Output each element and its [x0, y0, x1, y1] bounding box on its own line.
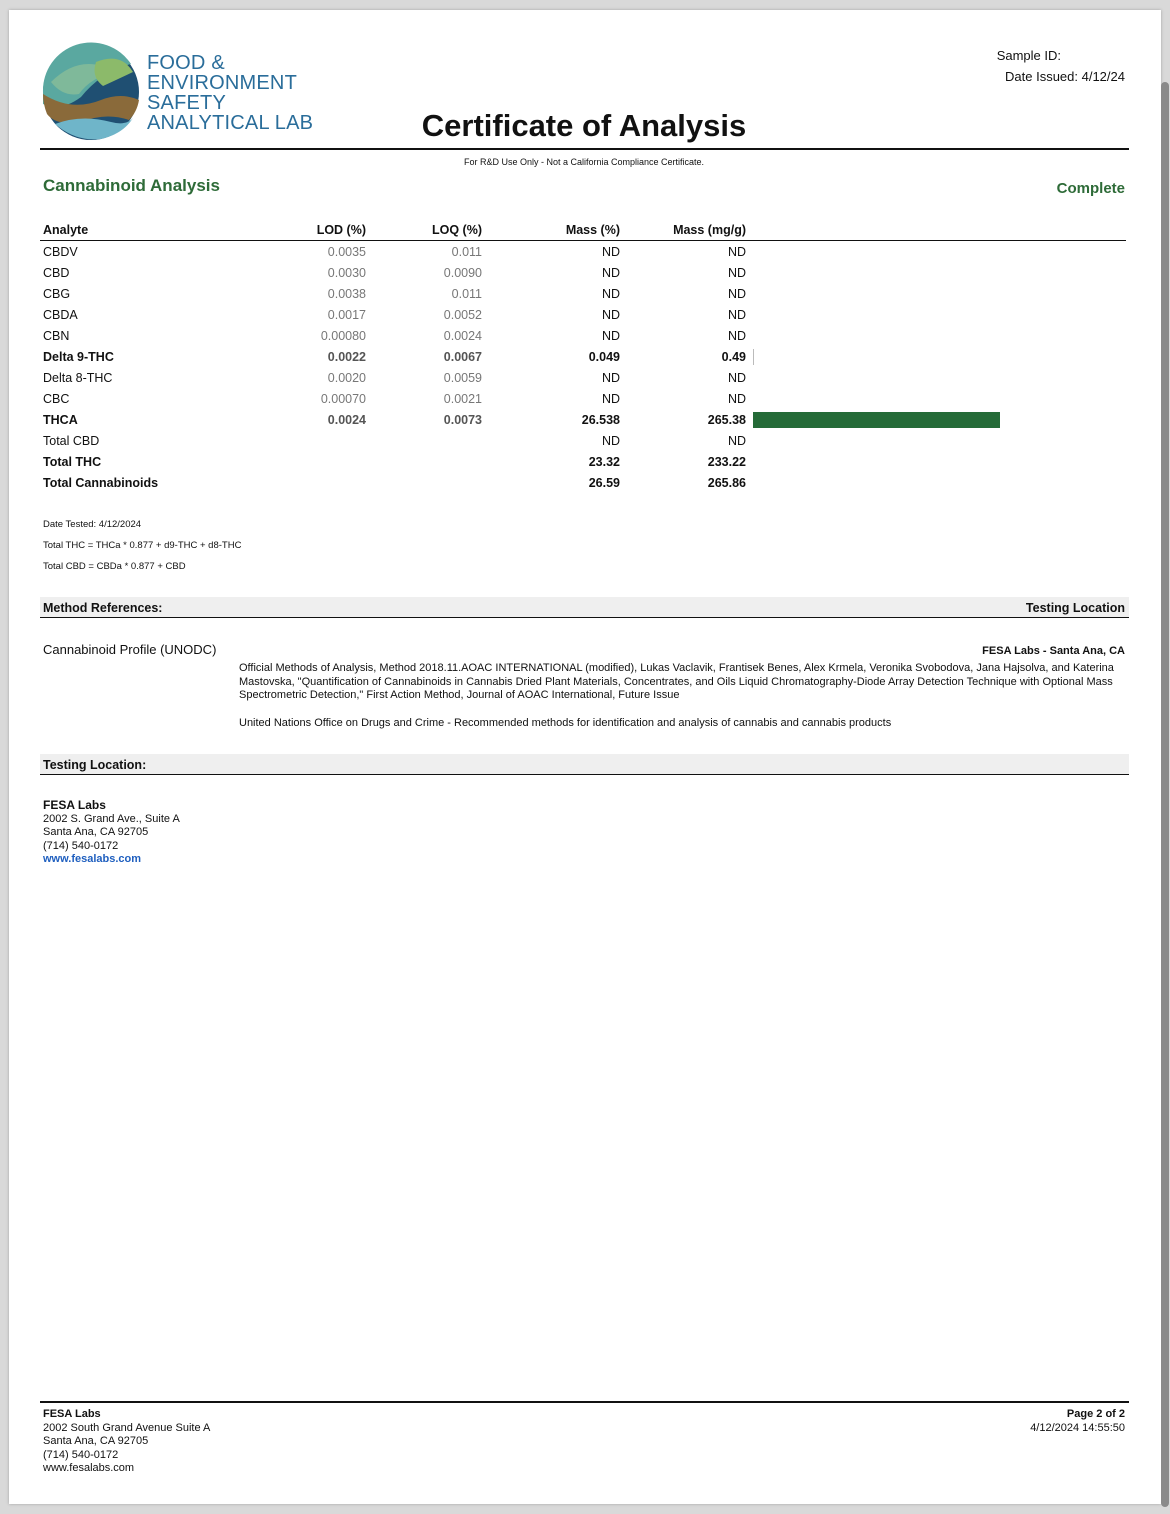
loq-cell: 0.0059 [443, 370, 482, 385]
cannabinoid-table [40, 220, 1126, 493]
lod-cell [263, 472, 369, 493]
mass-pct-cell: 26.59 [588, 475, 620, 490]
mass-pct-cell: ND [601, 244, 620, 259]
mass-mg-cell: ND [727, 433, 746, 448]
mass-mg-cell: ND [727, 370, 746, 385]
testing-location-label: Testing Location [1025, 601, 1125, 615]
mass-mg-cell: 265.86 [707, 475, 746, 490]
lod-cell: 0.0038 [327, 286, 366, 301]
page-number: Page 2 of 2 [1066, 1408, 1125, 1420]
lod-cell: 0.0024 [327, 412, 366, 427]
mass-pct-cell: ND [601, 265, 620, 280]
mass-pct-cell: 0.049 [588, 349, 620, 364]
footer-address-line-2: Santa Ana, CA 92705 [43, 1435, 149, 1448]
total-cbd-formula: Total CBD = CBDa * 0.877 + CBD [43, 561, 186, 572]
bar-cell [749, 262, 1126, 283]
footer-page-info [1030, 1408, 1125, 1435]
testing-location-title: Testing Location: [43, 758, 147, 772]
mass-mg-cell: 233.22 [707, 454, 746, 469]
address-line-2: Santa Ana, CA 92705 [43, 826, 149, 839]
lod-cell: 0.0017 [327, 307, 366, 322]
logo-line: ANALYTICAL LAB [147, 112, 314, 134]
phone-number: (714) 540-0172 [43, 839, 119, 852]
mass-mg-cell: ND [727, 244, 746, 259]
mass-mg-cell: 265.38 [707, 412, 746, 427]
footer-phone: (714) 540-0172 [43, 1448, 119, 1461]
mass-mg-cell: ND [727, 391, 746, 406]
table-row [40, 283, 1126, 304]
bar-cell [749, 409, 1126, 430]
method-description: Official Methods of Analysis, Method 2018.11.AOAC INTERNATIONAL (modified), Lukas Vaclavik, Frantisek Benes, Alex Krmela, Veronika Svobodova, Jana Hajsolva, and Katerina Mastovska, "Quantification of Cannabinoids in Cannabis Dried Plant Materials, Concentrates, and Oils Liquid Chromatography-Diode Array Detection Technique with Optional Mass Spectrometric Detection," First Action Method, Journal of AOAC International, Future Issue [239, 662, 1114, 701]
analyte-cell: CBC [43, 391, 70, 406]
sample-id-label: Sample ID: [996, 48, 1061, 63]
loq-cell [369, 472, 485, 493]
mass-pct-cell: ND [601, 370, 620, 385]
footer-website: www.fesalabs.com [43, 1462, 135, 1475]
column-header-lod: LOD (%) [263, 220, 369, 241]
mass-pct-cell: ND [601, 433, 620, 448]
table-row [40, 367, 1126, 388]
footer-timestamp: 4/12/2024 14:55:50 [1030, 1421, 1125, 1434]
analyte-cell: THCA [43, 412, 78, 427]
column-header-bar [749, 220, 1126, 241]
table-row [40, 325, 1126, 346]
bar-cell [749, 388, 1126, 409]
disclaimer: For R&D Use Only - Not a California Compliance Certificate. [463, 157, 705, 167]
method-references-header [40, 597, 1129, 618]
analyte-cell: Total Cannabinoids [43, 475, 159, 490]
loq-cell: 0.0090 [443, 265, 482, 280]
bar-cell [749, 304, 1126, 325]
method-references-label: Method References: [43, 601, 163, 615]
mass-mg-cell: ND [727, 286, 746, 301]
column-header-mass-mg: Mass (mg/g) [623, 220, 749, 241]
lod-cell: 0.00080 [320, 328, 366, 343]
bar-cell [749, 241, 1126, 263]
loq-cell: 0.011 [451, 244, 482, 259]
loq-cell: 0.011 [451, 286, 482, 301]
bar-cell [749, 346, 1126, 367]
method-description-unodc: United Nations Office on Drugs and Crime - Recommended methods for identification and analysis of cannabis and cannabis products [239, 717, 892, 729]
mass-pct-cell: ND [601, 328, 620, 343]
mass-pct-cell: ND [601, 391, 620, 406]
loq-cell: 0.0052 [443, 307, 482, 322]
mass-mg-cell: ND [727, 328, 746, 343]
table-header-row [40, 220, 1126, 241]
bar-cell [749, 325, 1126, 346]
vertical-scrollbar[interactable] [1161, 82, 1169, 1507]
table-row [40, 346, 1126, 367]
logo-line: SAFETY [147, 92, 226, 114]
bar-cell [749, 451, 1126, 472]
total-thc-formula: Total THC = THCa * 0.877 + d9-THC + d8-THC [43, 540, 242, 551]
mass-pct-cell: ND [601, 307, 620, 322]
analyte-cell: Delta 8-THC [43, 370, 113, 385]
mass-mg-cell: ND [727, 307, 746, 322]
lod-cell: 0.0020 [327, 370, 366, 385]
analyte-cell: Total CBD [43, 433, 100, 448]
header-divider [40, 148, 1129, 150]
analyte-cell: CBN [43, 328, 70, 343]
method-name: Cannabinoid Profile (UNODC) [43, 642, 217, 657]
page-title: Certificate of Analysis [421, 108, 747, 143]
loq-cell [369, 451, 485, 472]
analyte-cell: CBG [43, 286, 71, 301]
analyte-cell: CBD [43, 265, 70, 280]
mass-pct-cell: 23.32 [588, 454, 620, 469]
mass-pct-cell: ND [601, 286, 620, 301]
status-badge: Complete [1056, 180, 1125, 197]
testing-location-address [43, 799, 180, 867]
bar-cell [749, 283, 1126, 304]
lod-cell: 0.0035 [327, 244, 366, 259]
mass-mg-cell: 0.49 [721, 349, 746, 364]
logo-line: FOOD & [147, 52, 225, 74]
lod-cell: 0.0030 [327, 265, 366, 280]
website-link[interactable]: www.fesalabs.com [43, 853, 142, 866]
method-location: FESA Labs - Santa Ana, CA [982, 645, 1125, 657]
lod-cell: 0.00070 [320, 391, 366, 406]
mass-pct-cell: 26.538 [581, 412, 620, 427]
table-row [40, 304, 1126, 325]
document-page [9, 10, 1161, 1504]
table-row [40, 472, 1126, 493]
loq-cell: 0.0024 [443, 328, 482, 343]
footer-divider [40, 1401, 1129, 1403]
footer-address-line-1: 2002 South Grand Avenue Suite A [43, 1421, 211, 1434]
mass-bar [753, 349, 754, 365]
analyte-cell: Total THC [43, 454, 102, 469]
testing-location-header [40, 754, 1129, 775]
table-row [40, 388, 1126, 409]
bar-cell [749, 430, 1126, 451]
column-header-analyte: Analyte [40, 220, 263, 241]
analyte-cell: CBDV [43, 244, 78, 259]
bar-cell [749, 367, 1126, 388]
loq-cell: 0.0067 [443, 349, 482, 364]
section-title: Cannabinoid Analysis [43, 176, 220, 195]
table-row [40, 430, 1126, 451]
analyte-cell: CBDA [43, 307, 78, 322]
table-row [40, 241, 1126, 263]
lab-name: FESA Labs [43, 798, 106, 812]
date-issued: Date Issued: 4/12/24 [1005, 69, 1125, 84]
table-row [40, 451, 1126, 472]
column-header-loq: LOQ (%) [369, 220, 485, 241]
analyte-cell: Delta 9-THC [43, 349, 114, 364]
mass-mg-cell: ND [727, 265, 746, 280]
lod-cell: 0.0022 [327, 349, 366, 364]
lod-cell [263, 451, 369, 472]
table-row [40, 262, 1126, 283]
address-line-1: 2002 S. Grand Ave., Suite A [43, 812, 180, 825]
logo-line: ENVIRONMENT [147, 72, 297, 94]
footer-address [43, 1408, 210, 1476]
loq-cell: 0.0073 [443, 412, 482, 427]
date-tested-note: Date Tested: 4/12/2024 [43, 519, 142, 530]
lod-cell [263, 430, 369, 451]
footer-lab-name: FESA Labs [43, 1408, 101, 1420]
mass-bar [753, 412, 1000, 428]
loq-cell [369, 430, 485, 451]
bar-cell [749, 472, 1126, 493]
loq-cell: 0.0021 [443, 391, 482, 406]
table-row [40, 409, 1126, 430]
column-header-mass-pct: Mass (%) [485, 220, 623, 241]
